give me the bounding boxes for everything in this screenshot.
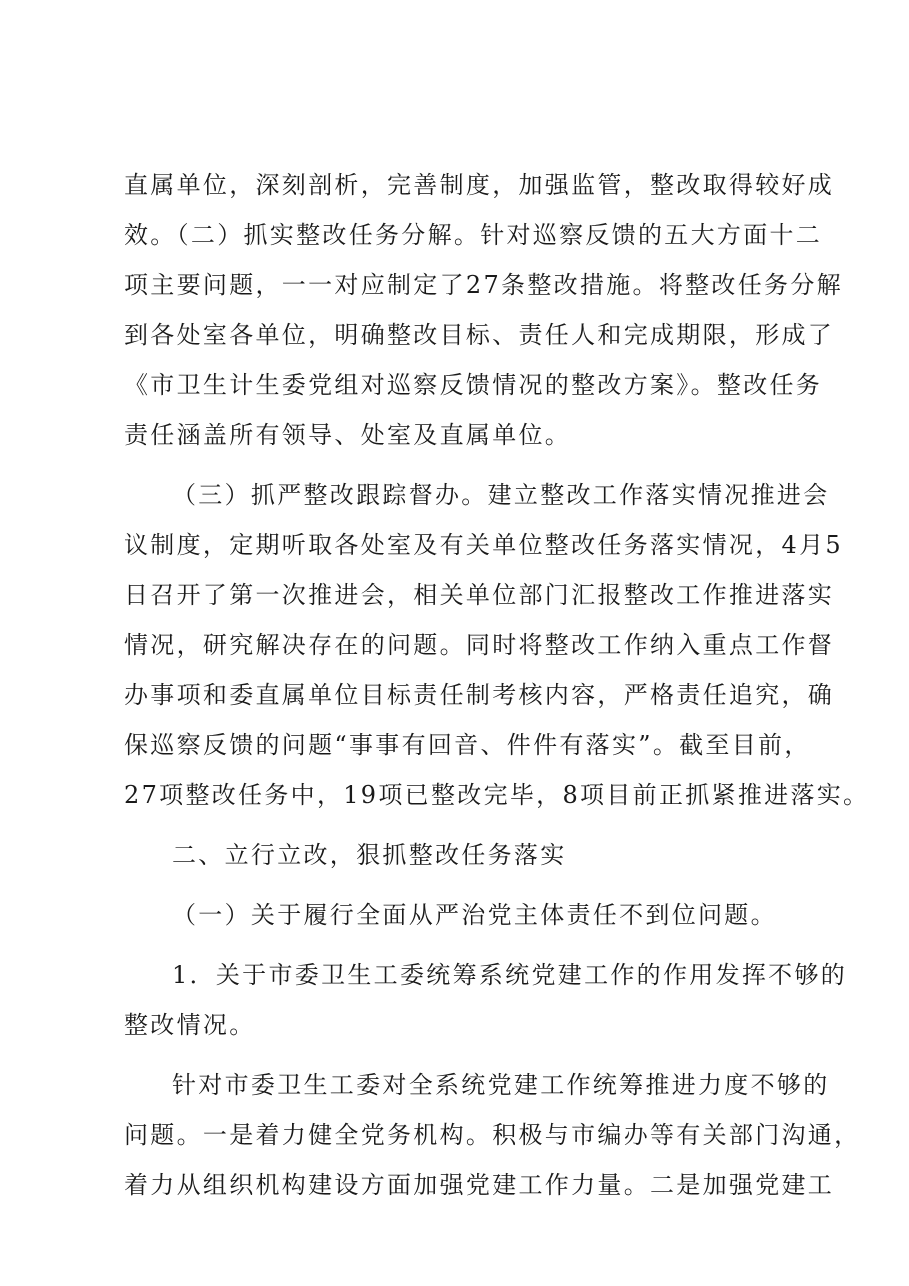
- paragraph-line: 针对市委卫生工委对全系统党建工作统筹推进力度不够的: [172, 1071, 830, 1099]
- item-heading: 整改情况。: [124, 1011, 256, 1039]
- paragraph-line: 日召开了第一次推进会，相关单位部门汇报整改工作推进落实: [124, 581, 835, 609]
- item-heading: 1．关于市委卫生工委统筹系统党建工作的作用发挥不够的: [172, 961, 848, 989]
- paragraph-line: 直属单位，深刻剖析，完善制度，加强监管，整改取得较好成: [124, 171, 835, 199]
- paragraph-line: 问题。一是着力健全党务机构。积极与市编办等有关部门沟通，: [124, 1121, 861, 1149]
- paragraph-line: 《市卫生计生委党组对巡察反馈情况的整改方案》。整改任务: [124, 371, 823, 399]
- subsection-heading: （一）关于履行全面从严治党主体责任不到位问题。: [172, 901, 777, 929]
- paragraph-line: 办事项和委直属单位目标责任制考核内容，严格责任追究，确: [124, 681, 835, 709]
- paragraph-line: 议制度，定期听取各处室及有关单位整改任务落实情况，4月5: [124, 531, 843, 559]
- paragraph-line: 到各处室各单位，明确整改目标、责任人和完成期限，形成了: [124, 321, 835, 349]
- section-heading: 二、立行立改，狠抓整改任务落实: [172, 841, 567, 869]
- paragraph-line: 项主要问题，一一对应制定了27条整改措施。将整改任务分解: [124, 271, 843, 299]
- paragraph-line: 27项整改任务中，19项已整改完毕，8项目前正抓紧推进落实。: [124, 781, 870, 809]
- paragraph-line: 保巡察反馈的问题“事事有回音、件件有落实”。截至目前，: [124, 731, 811, 759]
- paragraph-line: 着力从组织机构建设方面加强党建工作力量。二是加强党建工: [124, 1171, 835, 1199]
- paragraph-line: （三）抓严整改跟踪督办。建立整改工作落实情况推进会: [172, 481, 830, 509]
- paragraph-line: 责任涵盖所有领导、处室及直属单位。: [124, 421, 572, 449]
- paragraph-line: 效。（二）抓实整改任务分解。针对巡察反馈的五大方面十二: [124, 221, 823, 249]
- paragraph-line: 情况，研究解决存在的问题。同时将整改工作纳入重点工作督: [124, 631, 835, 659]
